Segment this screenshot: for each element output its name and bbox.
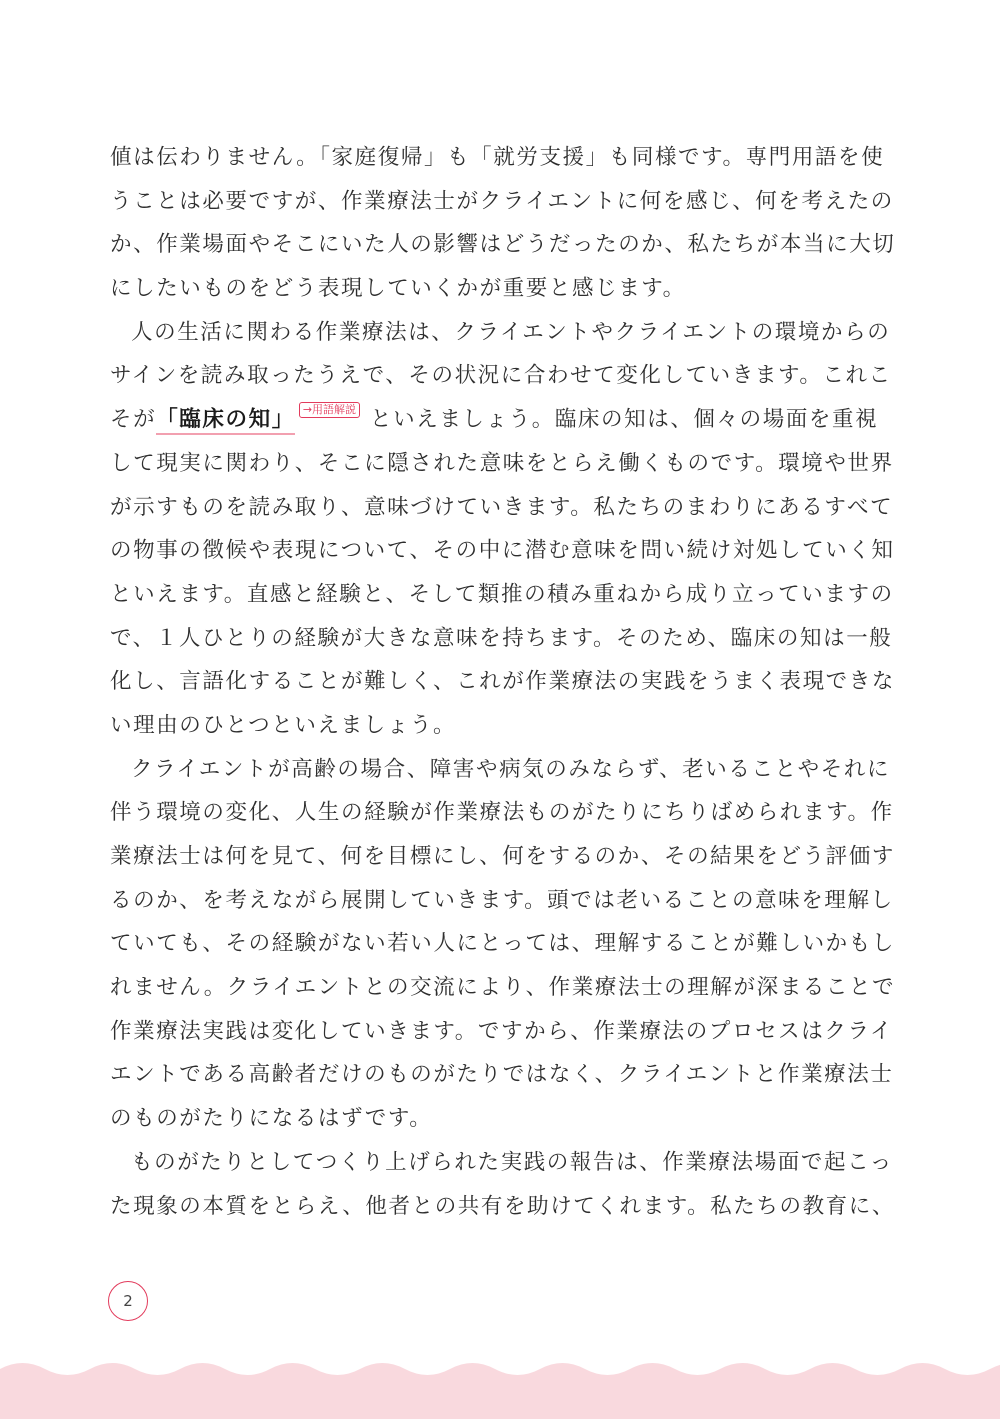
wave-shape bbox=[0, 1363, 1000, 1419]
text-line: で、１人ひとりの経験が大きな意味を持ちます。そのため、臨床の知は一般 bbox=[110, 625, 893, 651]
glossary-term[interactable]: 「臨床の知」 bbox=[156, 407, 295, 435]
text-line: 値は伝わりません。「家庭復帰」も「就労支援」も同様です。専門用語を使 bbox=[110, 145, 885, 170]
text-line: 業療法士は何を見て、何を目標にし、何をするのか、その結果をどう評価す bbox=[110, 844, 895, 869]
text-line: クライエントが高齢の場合、障害や病気のみならず、老いることやそれに bbox=[131, 756, 891, 782]
term-line-suffix: といえましょう。臨床の知は、個々の場面を重視 bbox=[370, 407, 879, 433]
text-line: サインを読み取ったうえで、その状況に合わせて変化していきます。これこ bbox=[110, 363, 892, 389]
body-text bbox=[110, 136, 896, 1228]
text-line: といえます。直感と経験と、そして類推の積み重ねから成り立っていますの bbox=[110, 581, 894, 607]
text-line: ものがたりとしてつくり上げられた実践の報告は、作業療法場面で起こっ bbox=[131, 1149, 893, 1175]
text-line: るのか、を考えながら展開していきます。頭では老いることの意味を理解し bbox=[110, 887, 894, 913]
page-number: 2 bbox=[108, 1281, 148, 1321]
text-line: 作業療法実践は変化していきます。ですから、作業療法のプロセスはクライ bbox=[110, 1018, 894, 1044]
text-line: にしたいものをどう表現していくかが重要と感じます。 bbox=[110, 276, 686, 302]
text-line: れません。クライエントとの交流により、作業療法士の理解が深まることで bbox=[110, 975, 896, 1001]
text-line: ていても、その経験がない若い人にとっては、理解することが難しいかもし bbox=[110, 931, 895, 957]
text-line: 化し、言語化することが難しく、これが作業療法の実践をうまく表現できな bbox=[110, 669, 895, 695]
text-line: のものがたりになるはずです。 bbox=[110, 1106, 433, 1132]
text-line: 人の生活に関わる作業療法は、クライエントやクライエントの環境からの bbox=[131, 319, 891, 345]
text-line: して現実に関わり、そこに隠された意味をとらえ働くものです。環境や世界 bbox=[110, 450, 894, 476]
text-line: の物事の徴候や表現について、その中に潜む意味を問い続け対処していく知 bbox=[110, 538, 895, 564]
term-line bbox=[110, 398, 879, 442]
text-line: 伴う環境の変化、人生の経験が作業療法ものがたりにちりばめられます。作 bbox=[110, 800, 894, 826]
text-line: エントである高齢者だけのものがたりではなく、クライエントと作業療法士 bbox=[110, 1062, 894, 1088]
term-line-prefix: そが bbox=[110, 407, 157, 433]
text-line: うことは必要ですが、作業療法士がクライエントに何を感じ、何を考えたの bbox=[110, 188, 894, 214]
text-line: か、作業場面やそこにいた人の影響はどうだったのか、私たちが本当に大切 bbox=[110, 232, 896, 258]
text-line: が示すものを読み取り、意味づけていきます。私たちのまわりにあるすべて bbox=[110, 494, 894, 520]
footer-wave-decoration bbox=[0, 1339, 1000, 1419]
text-line: た現象の本質をとらえ、他者との共有を助けてくれます。私たちの教育に、 bbox=[110, 1193, 895, 1219]
text-line: い理由のひとつといえましょう。 bbox=[110, 712, 457, 738]
glossary-link-badge[interactable]: →用語解説 bbox=[299, 402, 360, 418]
